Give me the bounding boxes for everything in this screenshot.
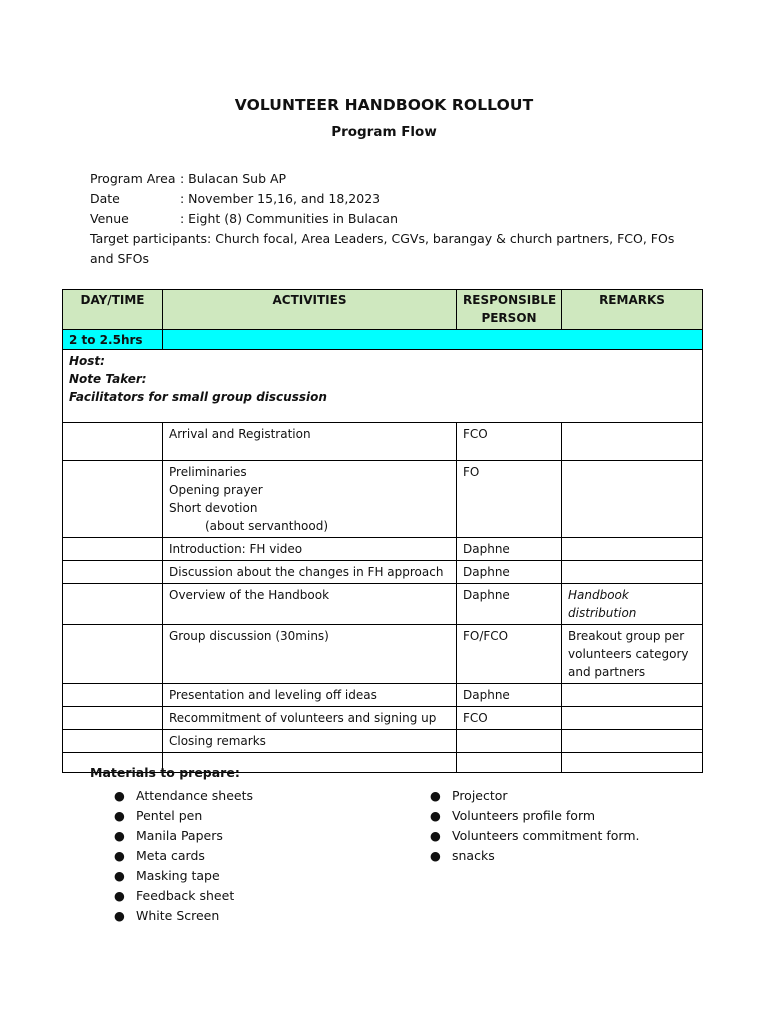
duration-fill	[163, 330, 703, 350]
list-item	[406, 806, 639, 826]
material-label: Attendance sheets	[136, 788, 254, 803]
person-cell: FO	[457, 461, 562, 538]
material-label: Volunteers commitment form.	[452, 828, 640, 843]
list-item	[406, 846, 639, 866]
person-cell	[457, 753, 562, 773]
list-item	[406, 826, 639, 846]
time-cell	[63, 584, 163, 625]
material-label: Feedback sheet	[136, 888, 235, 903]
time-cell	[63, 684, 163, 707]
remarks-cell	[562, 753, 703, 773]
list-item	[90, 886, 253, 906]
activity-cell: Recommitment of volunteers and signing up	[163, 707, 457, 730]
material-label: Pentel pen	[136, 808, 203, 823]
table-header-row	[63, 290, 703, 330]
target-participants-line1: Target participants: Church focal, Area Leaders, CGVs, barangay & church partners, FCO, FOs	[90, 231, 675, 246]
venue-value: : Eight (8) Communities in Bulacan	[180, 211, 399, 226]
material-label: Manila Papers	[136, 828, 223, 843]
program-info	[90, 169, 674, 269]
list-item	[90, 846, 253, 866]
bullet-icon: ●	[430, 808, 441, 823]
date-label: Date	[90, 191, 120, 206]
material-label: Meta cards	[136, 848, 205, 863]
activity-line: Preliminaries	[169, 465, 247, 479]
material-label: Projector	[452, 788, 508, 803]
duration-cell: 2 to 2.5hrs	[63, 330, 163, 350]
person-cell: Daphne	[457, 538, 562, 561]
table-row	[63, 561, 703, 584]
facilitators-label: Facilitators for small group discussion	[69, 390, 327, 404]
activity-line: Opening prayer	[169, 483, 263, 497]
materials-heading	[90, 765, 240, 782]
table-row	[63, 625, 703, 684]
table-row	[63, 538, 703, 561]
material-label: snacks	[452, 848, 495, 863]
host-label: Host:	[69, 354, 105, 368]
remarks-cell: Breakout group per volunteers category and partners	[562, 625, 703, 684]
time-cell	[63, 730, 163, 753]
program-flow-table	[62, 289, 703, 773]
bullet-icon: ●	[114, 828, 125, 843]
header-activities: ACTIVITIES	[163, 290, 457, 330]
list-item	[90, 906, 253, 926]
material-label: White Screen	[136, 908, 220, 923]
list-item	[90, 806, 253, 826]
date-row	[90, 189, 674, 209]
remarks-cell	[562, 423, 703, 461]
remarks-cell	[562, 538, 703, 561]
person-cell: FCO	[457, 707, 562, 730]
bullet-icon: ●	[114, 788, 125, 803]
bullet-icon: ●	[114, 868, 125, 883]
roles-row	[63, 350, 703, 423]
list-item	[90, 786, 253, 806]
duration-row	[63, 330, 703, 350]
time-cell	[63, 625, 163, 684]
time-cell	[63, 461, 163, 538]
table-row	[63, 684, 703, 707]
activity-cell: Overview of the Handbook	[163, 584, 457, 625]
header-responsible-person: RESPONSIBLE PERSON	[457, 290, 562, 330]
materials-heading-text: Materials to prepare:	[90, 765, 240, 780]
program-area-label: Program Area	[90, 171, 176, 186]
bullet-icon: ●	[430, 828, 441, 843]
materials-list-right	[406, 786, 639, 866]
venue-row	[90, 209, 674, 229]
table-row	[63, 707, 703, 730]
activity-cell: Presentation and leveling off ideas	[163, 684, 457, 707]
table-row	[63, 584, 703, 625]
activity-line: Short devotion	[169, 501, 258, 515]
remarks-cell	[562, 684, 703, 707]
activity-line: (about servanthood)	[205, 519, 329, 533]
bullet-icon: ●	[114, 808, 125, 823]
target-participants-line2: and SFOs	[90, 251, 149, 266]
activity-cell: Closing remarks	[163, 730, 457, 753]
remarks-cell: Handbook distribution	[562, 584, 703, 625]
bullet-icon: ●	[114, 888, 125, 903]
activity-cell: Group discussion (30mins)	[163, 625, 457, 684]
time-cell	[63, 561, 163, 584]
activity-cell: Discussion about the changes in FH approach	[163, 561, 457, 584]
person-cell: Daphne	[457, 584, 562, 625]
person-cell: Daphne	[457, 684, 562, 707]
table-row	[63, 730, 703, 753]
remarks-cell	[562, 461, 703, 538]
document-subtitle: Program Flow	[331, 124, 437, 140]
activity-cell: Arrival and Registration	[163, 423, 457, 461]
header-day-time: DAY/TIME	[63, 290, 163, 330]
person-cell	[457, 730, 562, 753]
program-area-value: : Bulacan Sub AP	[180, 171, 287, 186]
date-value: : November 15,16, and 18,2023	[180, 191, 381, 206]
activity-cell	[163, 461, 457, 538]
table-row	[63, 423, 703, 461]
venue-label: Venue	[90, 211, 129, 226]
activity-cell: Introduction: FH video	[163, 538, 457, 561]
table-row	[63, 461, 703, 538]
program-area-row	[90, 169, 674, 189]
document-title: VOLUNTEER HANDBOOK ROLLOUT	[234, 96, 534, 114]
header-remarks: REMARKS	[562, 290, 703, 330]
time-cell	[63, 538, 163, 561]
person-cell: Daphne	[457, 561, 562, 584]
bullet-icon: ●	[430, 848, 441, 863]
remarks-cell	[562, 730, 703, 753]
bullet-icon: ●	[430, 788, 441, 803]
person-cell: FO/FCO	[457, 625, 562, 684]
bullet-icon: ●	[114, 848, 125, 863]
roles-cell	[63, 350, 703, 423]
remarks-cell	[562, 561, 703, 584]
list-item	[406, 786, 639, 806]
time-cell	[63, 423, 163, 461]
materials-list-left	[90, 786, 253, 926]
list-item	[90, 866, 253, 886]
remarks-cell	[562, 707, 703, 730]
person-cell: FCO	[457, 423, 562, 461]
bullet-icon: ●	[114, 908, 125, 923]
note-taker-label: Note Taker:	[69, 372, 147, 386]
material-label: Masking tape	[136, 868, 220, 883]
list-item	[90, 826, 253, 846]
time-cell	[63, 707, 163, 730]
material-label: Volunteers profile form	[452, 808, 596, 823]
